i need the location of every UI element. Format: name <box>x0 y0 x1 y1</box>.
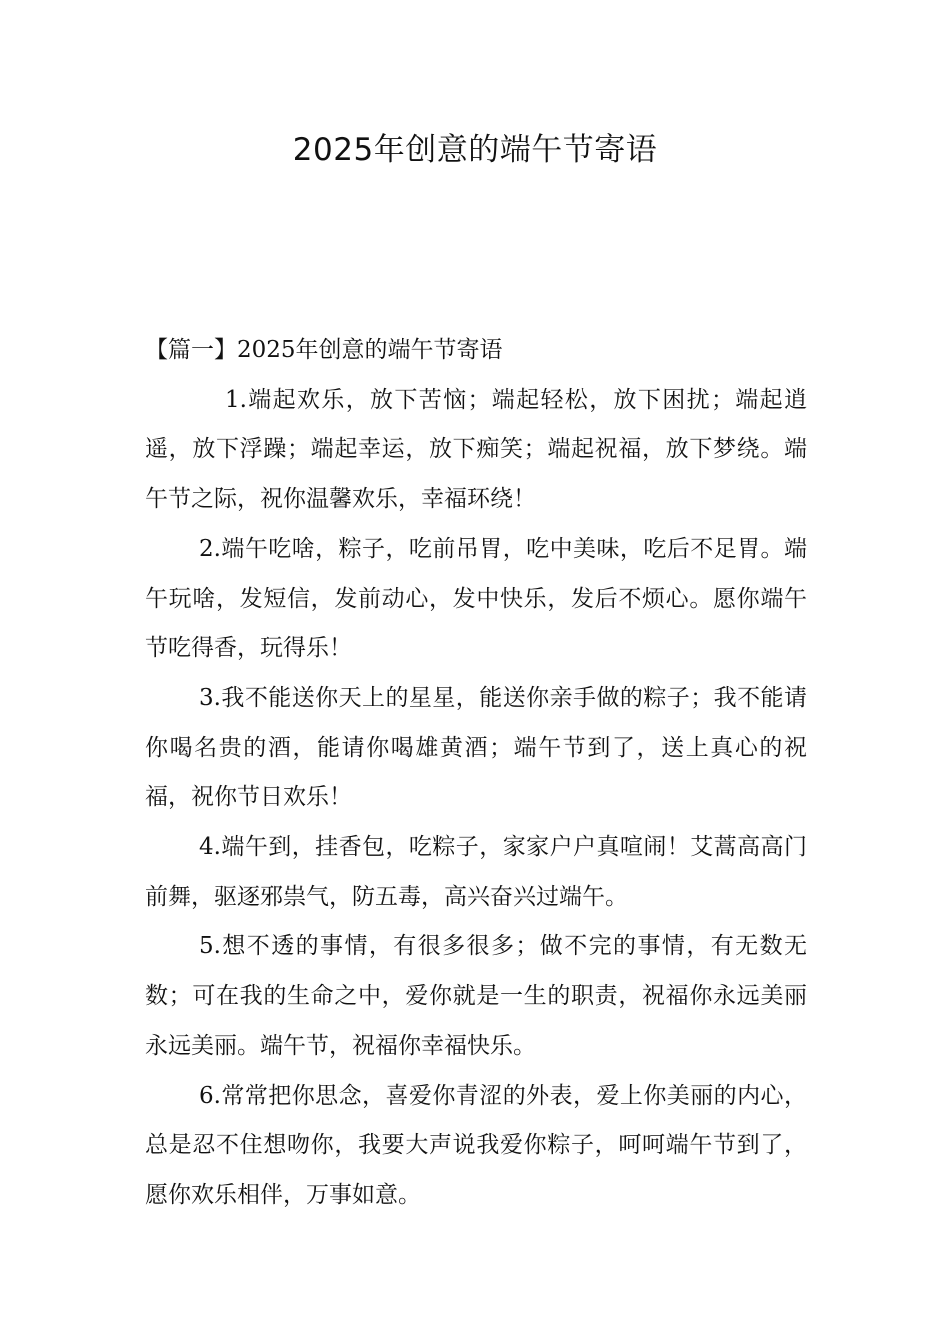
paragraph-3: 3.我不能送你天上的星星，能送你亲手做的粽子；我不能请你喝名贵的酒，能请你喝雄黄酒；端午节到了，送上真心的祝福，祝你节日欢乐！ <box>145 684 807 811</box>
paragraph-1: 1.端起欢乐，放下苦恼；端起轻松，放下困扰；端起逍遥，放下浮躁；端起幸运，放下痴笑；端起祝福，放下梦绕。端午节之际，祝你温馨欢乐，幸福环绕！ <box>145 386 807 513</box>
paragraph-5: 5.想不透的事情，有很多很多；做不完的事情，有无数无数；可在我的生命之中，爱你就是一生的职责，祝福你永远美丽永远美丽。端午节，祝福你幸福快乐。 <box>145 933 807 1059</box>
paragraph-2: 2.端午吃啥，粽子，吃前吊胃，吃中美味，吃后不足胃。端午玩啥，发短信，发前动心，发中快乐，发后不烦心。愿你端午节吃得香，玩得乐！ <box>145 535 807 662</box>
paragraph-4: 4.端午到，挂香包，吃粽子，家家户户真喧闹！艾蒿高高门前舞，驱逐邪祟气，防五毒，高兴奋兴过端午。 <box>145 834 807 910</box>
paragraph-6: 6.常常把你思念，喜爱你青涩的外表，爱上你美丽的内心，总是忍不住想吻你，我要大声说我爱你粽子，呵呵端午节到了，愿你欢乐相伴，万事如意。 <box>145 1082 807 1208</box>
section-heading: 【篇一】2025年创意的端午节寄语 <box>145 337 503 363</box>
document-body <box>145 326 807 1221</box>
document-title: 2025年创意的端午节寄语 <box>292 132 658 168</box>
